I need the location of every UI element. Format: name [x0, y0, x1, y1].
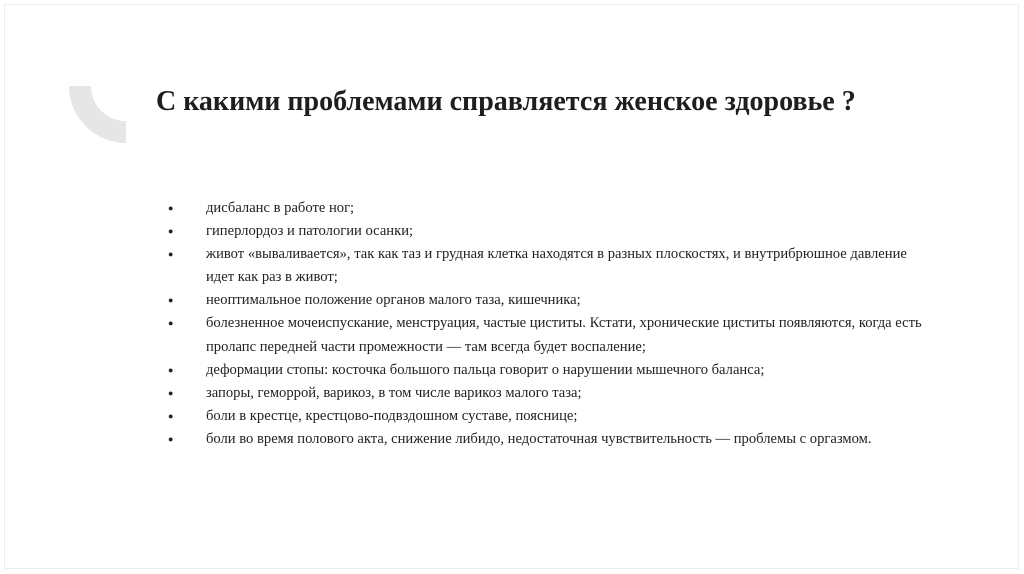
- bullet-item: ● неоптимальное положение органов малого таза, кишечника;: [168, 289, 928, 312]
- bullet-item: ● запоры, геморрой, варикоз, в том числе варикоз малого таза;: [168, 382, 928, 405]
- slide-title: С какими проблемами справляется женское здоровье ?: [156, 86, 856, 117]
- bullet-item: ● гиперлордоз и патологии осанки;: [168, 220, 928, 243]
- quarter-circle-decoration: [69, 86, 126, 143]
- bullet-item: ● деформации стопы: косточка большого пальца говорит о нарушении мышечного баланса;: [168, 359, 928, 382]
- bullet-item: ● болезненное мочеиспускание, менструация, частые циститы. Кстати, хронические циститы появляются, когда есть пролапс передней части промежности — там всегда будет воспаление;: [168, 312, 928, 358]
- bullet-item: ● живот «вываливается», так как таз и грудная клетка находятся в разных плоскостях, и внутрибрюшное давление идет как раз в живот;: [168, 243, 928, 289]
- bullet-item: ● дисбаланс в работе ног;: [168, 197, 928, 220]
- bullet-list: [168, 197, 928, 451]
- bullet-item: ● боли в крестце, крестцово-подвздошном суставе, пояснице;: [168, 405, 928, 428]
- bullet-item: ● боли во время полового акта, снижение либидо, недостаточная чувствительность — проблемы с оргазмом.: [168, 428, 928, 451]
